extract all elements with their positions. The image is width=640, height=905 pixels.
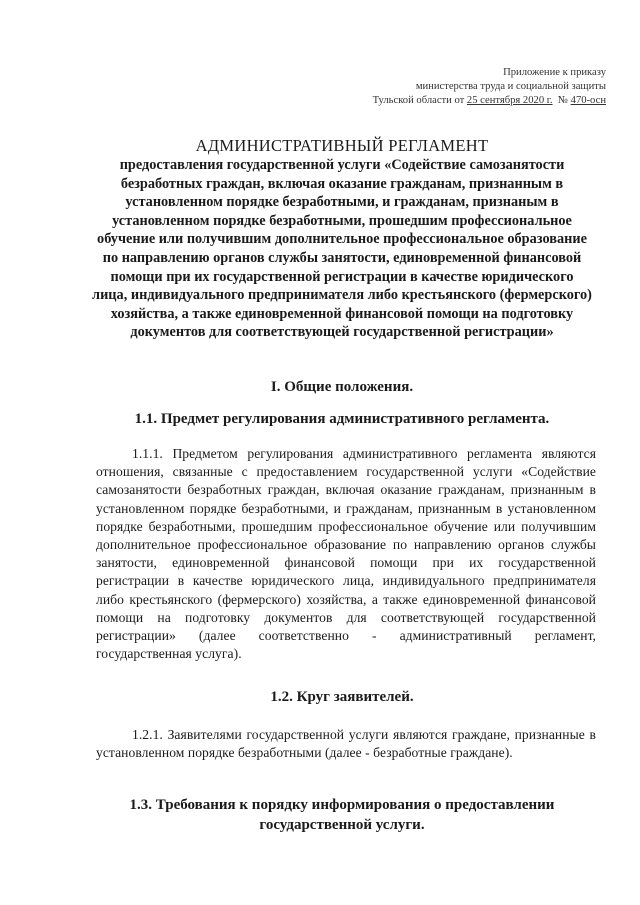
annex-date: 25 сентября 2020 г. bbox=[466, 95, 553, 106]
title-subtitle: предоставления государственной услуги «Содействие самозанятости безработных граждан, включая оказание гражданам, признанным в установленном порядке безработными, и гражданам, признаным в установленном порядке безработными, прошедшим профессиональное обучение или получившим дополнительное профессиональное образование по направлению органов службы занятости, единовременной финансовой помощи при их государственной регистрации в качестве юридического лица, индивидуального предпринимателя либо крестьянского (фермерского) хозяйства, а также единовременной финансовой помощи на подготовку документов для соответствующей государственной регистрации» bbox=[92, 157, 592, 341]
section-heading-general: I. Общие положения. bbox=[270, 379, 414, 395]
paragraph-1-1-1: 1.1.1. Предметом регулирования административного регламента являются отношения, связанные с предоставлением государственной услуги «Содействие самозанятости безработных граждан, включая оказание гражданам, признанным в установленном порядке безработными, и гражданам, признанным в установленном порядке безработными, прошедшим профессиональное обучение или получившим дополнительное профессиональное образование по направлению органов службы занятости, единовременной финансовой помощи при их государственной регистрации в качестве юридического лица, индивидуального предпринимателя либо крестьянского (фермерского) хозяйства, а также единовременной финансовой помощи на подготовку документов для соответствующей государственной регистрации» (далее соответственно - административный регламент, государственная услуга). bbox=[96, 446, 596, 662]
section-heading-info: 1.3. Требования к порядку информирования о предоставлении государственной услуги. bbox=[129, 797, 555, 833]
paragraph-1-2-1: 1.2.1. Заявителями государственной услуги являются граждане, признанные в установленном порядке безработными (далее - безработные граждане). bbox=[96, 727, 596, 761]
section-heading-applicants: 1.2. Круг заявителей. bbox=[270, 689, 414, 705]
annex-line-1: Приложение к приказу bbox=[503, 67, 606, 78]
annex-number-prefix: № bbox=[557, 95, 571, 106]
section-heading-subject: 1.1. Предмет регулирования административного регламента. bbox=[134, 411, 550, 427]
annex-line-3 bbox=[276, 94, 606, 108]
annex-line-3-prefix: Тульской области от bbox=[372, 95, 467, 106]
annex-line-2: министерства труда и социальной защиты bbox=[415, 81, 606, 92]
annex-number: 470-осн bbox=[570, 95, 606, 106]
annex-note bbox=[276, 66, 606, 108]
document-title bbox=[92, 136, 592, 342]
title-main: АДМИНИСТРАТИВНЫЙ РЕГЛАМЕНТ bbox=[195, 136, 489, 155]
